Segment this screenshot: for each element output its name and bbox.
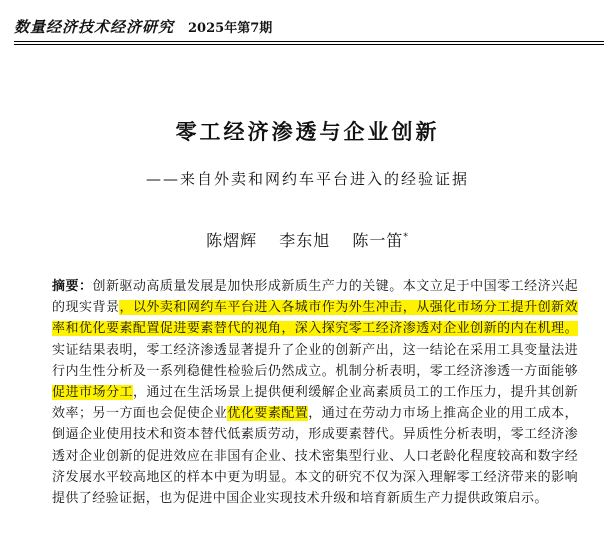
abstract-text-4: ，通过在劳动力市场上推高企业的用工成本，倒逼企业使用技术和资本替代低素质劳动，形成要素替代。异质性分析表明，零工经济渗透对企业创新的促进效应在非国有企业、技术密集型行业、人口老龄化程度较高和数字经济发展水平较高地区的样本中更为明显。本文的研究不仅为深入理解零工经济带来的影响提供了经验证据，也为促进中国企业实现技术升级和培育新质生产力提供政策启示。 (52, 406, 578, 507)
issue-number: 2025年第7期 (188, 21, 273, 36)
abstract-label: 摘要： (52, 279, 93, 294)
author-names: 陈熠辉 李东旭 陈一笛 (206, 231, 404, 250)
abstract-text-3: ，通过在生活场景上提供便利缓解企业高素质员工的工作压力，提升其创新效率；另一方面也会促使企业 (52, 385, 578, 422)
header-rule-top (14, 41, 604, 42)
running-header (14, 16, 604, 37)
author-list (0, 228, 615, 251)
abstract (52, 276, 578, 509)
abstract-highlight-1: ，以外卖和网约车平台进入各城市作为外生冲击，从强化市场分工提升创新效率和优化要素配置促进要素替代的视角，深入探究零工经济渗透对企业创新的内在机理。 (52, 300, 578, 337)
journal-name: 数量经济技术经济研究 (14, 18, 175, 36)
header-rule-bottom (14, 44, 604, 45)
abstract-text-2: 实证结果表明，零工经济渗透显著提升了企业的创新产出，这一结论在采用工具变量法进行内生性分析及一系列稳健性检验后仍然成立。机制分析表明，零工经济渗透一方面能够 (52, 342, 578, 379)
abstract-text-1: 创新驱动高质量发展是加快形成新质生产力的关键。本文立足于中国零工经济兴起的现实背景 (52, 279, 578, 316)
abstract-highlight-2: 促进市场分工 (52, 385, 133, 401)
author-footnote-mark: * (403, 232, 409, 243)
article-title: 零工经济渗透与企业创新 (175, 119, 440, 144)
article-subtitle: ——来自外卖和网约车平台进入的经验证据 (145, 170, 469, 188)
abstract-highlight-3: 优化要素配置 (227, 406, 309, 422)
